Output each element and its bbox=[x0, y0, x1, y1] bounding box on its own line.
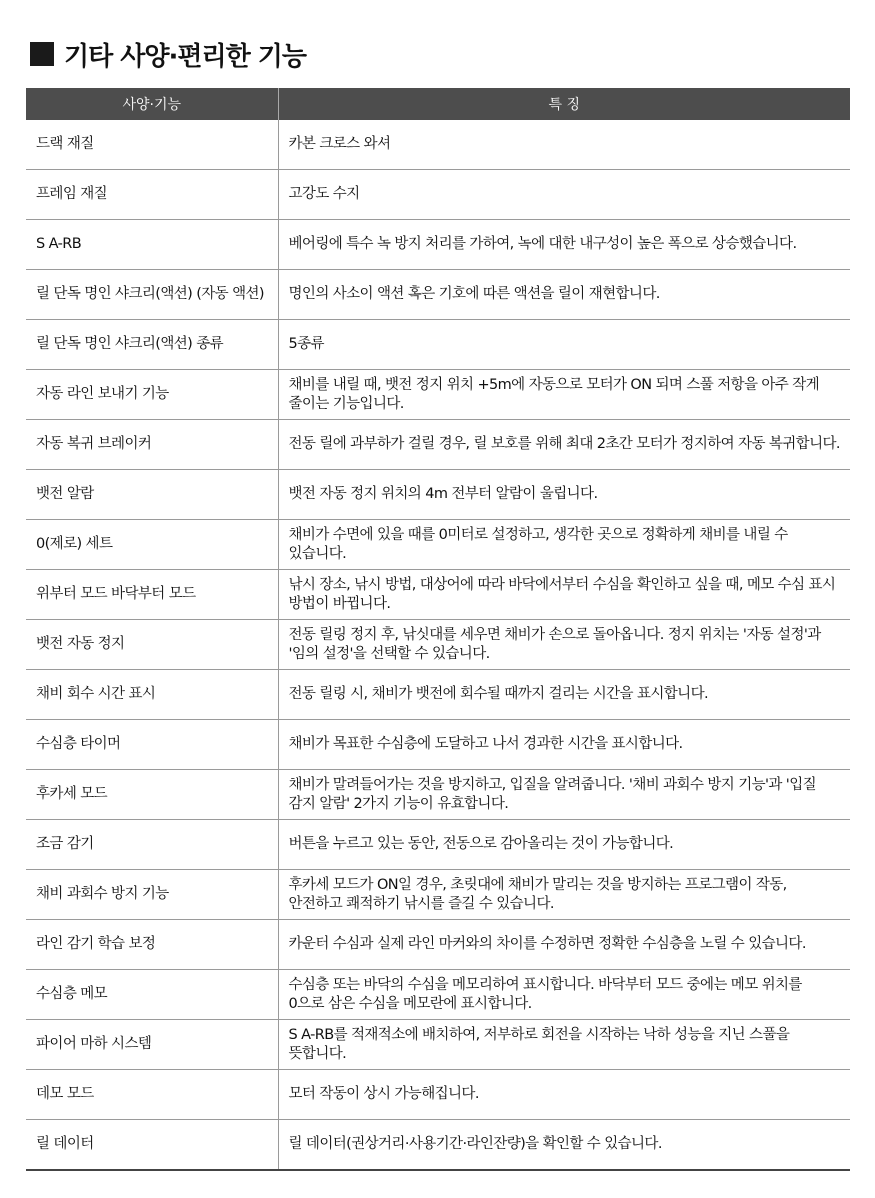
feature-cell: 채비 과회수 방지 기능 bbox=[26, 870, 278, 920]
feature-cell: 자동 복귀 브레이커 bbox=[26, 420, 278, 470]
table-row bbox=[26, 220, 850, 270]
feature-cell: 위부터 모드 바닥부터 모드 bbox=[26, 570, 278, 620]
column-header-feature: 사양·기능 bbox=[26, 88, 278, 120]
feature-cell: S A-RB bbox=[26, 220, 278, 270]
table-row bbox=[26, 970, 850, 1020]
feature-cell: 뱃전 자동 정지 bbox=[26, 620, 278, 670]
feature-cell: 릴 데이터 bbox=[26, 1120, 278, 1171]
description-cell: 카운터 수심과 실제 라인 마커와의 차이를 수정하면 정확한 수심층을 노릴 수 있습니다. bbox=[278, 920, 850, 970]
description-cell: 수심층 또는 바닥의 수심을 메모리하여 표시합니다. 바닥부터 모드 중에는 메모 위치를 0으로 삼은 수심을 메모란에 표시합니다. bbox=[278, 970, 850, 1020]
table-row bbox=[26, 670, 850, 720]
description-cell: 후카세 모드가 ON일 경우, 초릿대에 채비가 말리는 것을 방지하는 프로그램이 작동, 안전하고 쾌적하기 낚시를 즐길 수 있습니다. bbox=[278, 870, 850, 920]
table-row bbox=[26, 720, 850, 770]
description-cell: 베어링에 특수 녹 방지 처리를 가하여, 녹에 대한 내구성이 높은 폭으로 상승했습니다. bbox=[278, 220, 850, 270]
feature-cell: 채비 회수 시간 표시 bbox=[26, 670, 278, 720]
feature-cell: 데모 모드 bbox=[26, 1070, 278, 1120]
description-cell: 버튼을 누르고 있는 동안, 전동으로 감아올리는 것이 가능합니다. bbox=[278, 820, 850, 870]
table-row bbox=[26, 870, 850, 920]
feature-cell: 프레임 재질 bbox=[26, 170, 278, 220]
description-cell: 고강도 수지 bbox=[278, 170, 850, 220]
description-cell: S A-RB를 적재적소에 배치하여, 저부하로 회전을 시작하는 낙하 성능을 지닌 스풀을 뜻합니다. bbox=[278, 1020, 850, 1070]
table-row bbox=[26, 920, 850, 970]
description-cell: 전동 릴에 과부하가 걸릴 경우, 릴 보호를 위해 최대 2초간 모터가 정지하여 자동 복귀합니다. bbox=[278, 420, 850, 470]
table-row bbox=[26, 420, 850, 470]
square-bullet-icon bbox=[30, 42, 54, 66]
description-cell: 릴 데이터(권상거리·사용기간·라인잔량)을 확인할 수 있습니다. bbox=[288, 1136, 662, 1152]
feature-cell: 수심층 타이머 bbox=[26, 720, 278, 770]
table-body bbox=[26, 120, 850, 1170]
description-cell: 낚시 장소, 낚시 방법, 대상어에 따라 바닥에서부터 수심을 확인하고 싶을 때, 메모 수심 표시 방법이 바뀝니다. bbox=[278, 570, 850, 620]
description-cell: 뱃전 자동 정지 위치의 4m 전부터 알람이 울립니다. bbox=[278, 470, 850, 520]
description-cell: 5종류 bbox=[278, 320, 850, 370]
table-row bbox=[26, 470, 850, 520]
feature-cell: 뱃전 알람 bbox=[26, 470, 278, 520]
feature-cell: 후카세 모드 bbox=[26, 770, 278, 820]
feature-cell: 라인 감기 학습 보정 bbox=[26, 920, 278, 970]
feature-cell: 드랙 재질 bbox=[26, 120, 278, 170]
description-cell: 채비를 내릴 때, 뱃전 정지 위치 +5m에 자동으로 모터가 ON 되며 스풀 저항을 아주 작게 줄이는 기능입니다. bbox=[278, 370, 850, 420]
table-row bbox=[26, 820, 850, 870]
description-cell: 채비가 수면에 있을 때를 0미터로 설정하고, 생각한 곳으로 정확하게 채비를 내릴 수 있습니다. bbox=[278, 520, 850, 570]
description-cell: 모터 작동이 상시 가능해집니다. bbox=[278, 1070, 850, 1120]
table-row bbox=[26, 1120, 850, 1171]
table-row bbox=[26, 1070, 850, 1120]
feature-cell: 0(제로) 세트 bbox=[26, 520, 278, 570]
table-row bbox=[26, 270, 850, 320]
table-row bbox=[26, 620, 850, 670]
table-row bbox=[26, 520, 850, 570]
description-cell: 전동 릴링 정지 후, 낚싯대를 세우면 채비가 손으로 돌아옵니다. 정지 위치는 '자동 설정'과 '임의 설정'을 선택할 수 있습니다. bbox=[278, 620, 850, 670]
table-row bbox=[26, 170, 850, 220]
column-header-description: 특 징 bbox=[278, 88, 850, 120]
feature-cell: 파이어 마하 시스템 bbox=[26, 1020, 278, 1070]
feature-cell: 자동 라인 보내기 기능 bbox=[26, 370, 278, 420]
table-row bbox=[26, 1020, 850, 1070]
description-cell: 명인의 사소이 액션 혹은 기호에 따른 액션을 릴이 재현합니다. bbox=[278, 270, 850, 320]
table-row bbox=[26, 320, 850, 370]
feature-cell: 릴 단독 명인 샤크리(액션) 종류 bbox=[26, 320, 278, 370]
table-row bbox=[26, 570, 850, 620]
feature-cell: 수심층 메모 bbox=[26, 970, 278, 1020]
feature-cell: 릴 단독 명인 샤크리(액션) (자동 액션) bbox=[26, 270, 278, 320]
page-title bbox=[30, 36, 306, 72]
page-title-text: 기타 사양·편리한 기능 bbox=[64, 41, 307, 72]
description-cell: 전동 릴링 시, 채비가 뱃전에 회수될 때까지 걸리는 시간을 표시합니다. bbox=[278, 670, 850, 720]
description-cell: 채비가 말려들어가는 것을 방지하고, 입질을 알려줍니다. '채비 과회수 방지 기능'과 '입질 감지 알람' 2가지 기능이 유효합니다. bbox=[278, 770, 850, 820]
feature-cell: 조금 감기 bbox=[26, 820, 278, 870]
table-row bbox=[26, 370, 850, 420]
table-header-row bbox=[26, 88, 850, 120]
spec-table bbox=[26, 88, 850, 1171]
table-row bbox=[26, 120, 850, 170]
description-cell: 카본 크로스 와셔 bbox=[278, 120, 850, 170]
description-cell: 채비가 목표한 수심층에 도달하고 나서 경과한 시간을 표시합니다. bbox=[278, 720, 850, 770]
table-row bbox=[26, 770, 850, 820]
